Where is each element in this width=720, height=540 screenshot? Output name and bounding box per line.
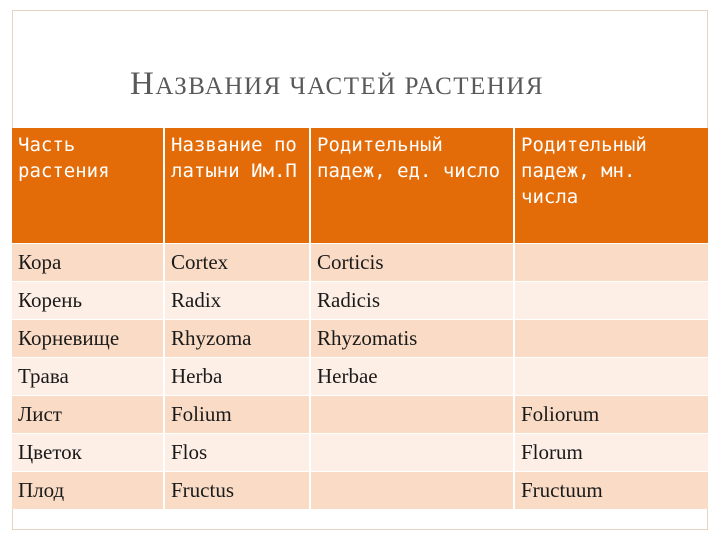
cell-genitive-plural — [514, 319, 708, 357]
table-row — [12, 433, 708, 471]
table-row — [12, 281, 708, 319]
cell-plant-part: Трава — [12, 357, 164, 395]
cell-plant-part: Лист — [12, 395, 164, 433]
cell-latin-name: Cortex — [164, 243, 310, 281]
table-row — [12, 243, 708, 281]
table-row — [12, 471, 708, 509]
slide-title-rest: АЗВАНИЯ ЧАСТЕЙ РАСТЕНИЯ — [155, 73, 545, 100]
header-plant-part: Часть растения — [12, 128, 164, 243]
slide-title-initial: Н — [130, 66, 156, 102]
cell-plant-part: Корневище — [12, 319, 164, 357]
cell-genitive-plural — [514, 281, 708, 319]
table-header-row — [12, 128, 708, 243]
cell-plant-part: Корень — [12, 281, 164, 319]
cell-genitive-plural — [514, 357, 708, 395]
cell-genitive-singular — [310, 471, 514, 509]
cell-genitive-singular: Corticis — [310, 243, 514, 281]
slide-title — [130, 66, 544, 103]
cell-latin-name: Herba — [164, 357, 310, 395]
header-latin-name: Название по латыни Им.П — [164, 128, 310, 243]
cell-latin-name: Fructus — [164, 471, 310, 509]
cell-genitive-singular — [310, 395, 514, 433]
cell-latin-name: Rhyzoma — [164, 319, 310, 357]
cell-plant-part: Кора — [12, 243, 164, 281]
header-genitive-plural: Родительный падеж, мн. числа — [514, 128, 708, 243]
cell-latin-name: Radix — [164, 281, 310, 319]
cell-genitive-singular — [310, 433, 514, 471]
header-genitive-singular: Родительный падеж, ед. число — [310, 128, 514, 243]
table-row — [12, 395, 708, 433]
cell-genitive-singular: Radicis — [310, 281, 514, 319]
plant-parts-table — [12, 128, 708, 509]
cell-genitive-plural: Fructuum — [514, 471, 708, 509]
cell-genitive-plural — [514, 243, 708, 281]
cell-genitive-plural: Florum — [514, 433, 708, 471]
table-row — [12, 357, 708, 395]
cell-latin-name: Flos — [164, 433, 310, 471]
cell-plant-part: Плод — [12, 471, 164, 509]
cell-plant-part: Цветок — [12, 433, 164, 471]
cell-genitive-singular: Rhyzomatis — [310, 319, 514, 357]
cell-latin-name: Folium — [164, 395, 310, 433]
cell-genitive-plural: Foliorum — [514, 395, 708, 433]
table-row — [12, 319, 708, 357]
cell-genitive-singular: Herbae — [310, 357, 514, 395]
